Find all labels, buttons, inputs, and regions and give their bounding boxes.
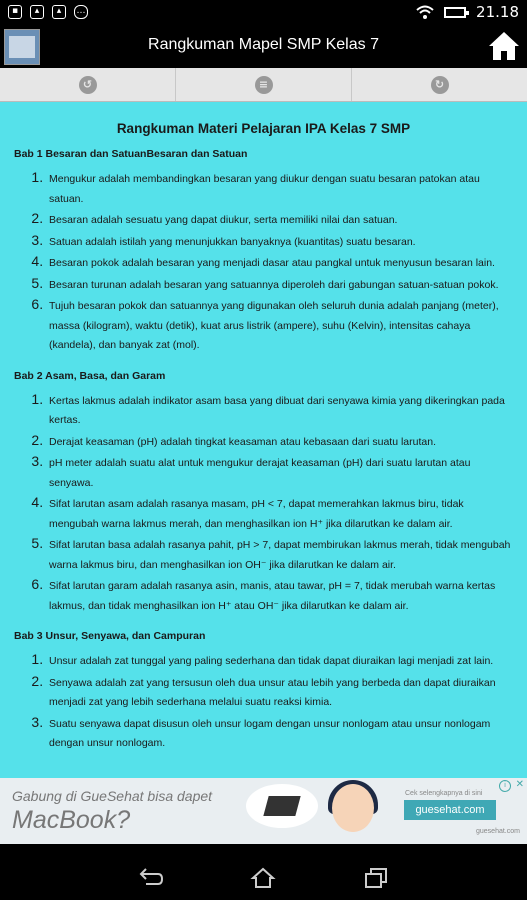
content-area[interactable] xyxy=(0,102,527,778)
section-heading: Bab 3 Unsur, Senyawa, dan Campuran xyxy=(14,630,206,642)
list-item: 1. Unsur adalah zat tunggal yang paling sederhana dan tidak dapat diuraikan lagi menjadi zat lain. xyxy=(47,650,513,672)
toolbar xyxy=(0,68,527,102)
home-nav-icon[interactable] xyxy=(249,866,277,890)
menu-button[interactable] xyxy=(176,68,352,101)
nav-bar xyxy=(0,856,527,900)
image-icon: ▴ xyxy=(30,5,44,19)
list-item: 1. Kertas lakmus adalah indikator asam basa yang dibuat dari senyawa kimia yang dikeringkan pada kertas. xyxy=(47,390,513,431)
back-nav-icon[interactable] xyxy=(136,866,164,890)
list-item: 6. Sifat larutan garam adalah rasanya asin, manis, atau tawar, pH = 7, tidak merubah warna kertas lakmus, dan tidak menghasilkan ion H⁺ atau OH⁻ jika dilarutkan ke dalam air. xyxy=(47,575,513,616)
recents-nav-icon[interactable] xyxy=(362,866,390,890)
list-item: 3. pH meter adalah suatu alat untuk mengukur derajat keasaman (pH) dari suatu larutan atau senyawa. xyxy=(47,452,513,493)
back-button[interactable] xyxy=(0,68,176,101)
ad-cta-button[interactable]: guesehat.com xyxy=(404,800,496,820)
ad-headline: Gabung di GueSehat bisa dapet xyxy=(12,788,213,804)
status-bar xyxy=(0,0,527,26)
ad-info-icon[interactable]: i xyxy=(499,780,511,792)
ad-brand: guesehat.com xyxy=(476,828,520,835)
forward-button[interactable] xyxy=(352,68,527,101)
battery-icon xyxy=(444,7,466,18)
list-item: 5. Besaran turunan adalah besaran yang satuannya diperoleh dari gabungan satuan-satuan pokok. xyxy=(47,274,513,296)
section-heading: Bab 1 Besaran dan SatuanBesaran dan Satuan xyxy=(14,148,248,160)
list-item: 2. Besaran adalah sesuatu yang dapat diukur, serta memiliki nilai dan satuan. xyxy=(47,209,513,231)
list-item: 3. Satuan adalah istilah yang menunjukkan banyaknya (kuantitas) suatu besaran. xyxy=(47,231,513,253)
app-bar xyxy=(0,26,527,68)
page-title: Rangkuman Materi Pelajaran IPA Kelas 7 SMP xyxy=(116,121,411,136)
laptop-icon xyxy=(246,784,318,828)
list-item: 5. Sifat larutan basa adalah rasanya pahit, pH > 7, dapat membirukan lakmus merah, tidak mengubah warna lakmus biru, dan menghasilkan ion OH⁻ jika dilarutkan ke dalam air. xyxy=(47,534,513,575)
section-list xyxy=(0,390,527,617)
ad-product: MacBook? xyxy=(12,806,131,834)
ad-subtext: Cek selengkapnya di sini xyxy=(405,790,483,797)
ad-illustration xyxy=(322,780,384,844)
forward-icon: ↻ xyxy=(431,76,449,94)
list-item: 4. Sifat larutan asam adalah rasanya masam, pH < 7, dapat memerahkan lakmus biru, tidak mengubah warna lakmus merah, dan menghasilkan ion H⁺ jika dilarutkan ke dalam air. xyxy=(47,493,513,534)
sd-card-icon: ▪ xyxy=(8,5,22,19)
clock: 21.18 xyxy=(476,3,519,21)
wifi-icon xyxy=(416,5,434,19)
section-list xyxy=(0,168,527,356)
gallery-icon: ▴ xyxy=(52,5,66,19)
divider xyxy=(0,844,527,856)
list-item: 4. Besaran pokok adalah besaran yang menjadi dasar atau pangkal untuk menyusun besaran lain. xyxy=(47,252,513,274)
list-icon: ≡ xyxy=(255,76,273,94)
back-icon: ↺ xyxy=(79,76,97,94)
list-item: 2. Senyawa adalah zat yang tersusun oleh dua unsur atau lebih yang berbeda dan dapat diuraikan menjadi zat yang lebih sederhana melalui suatu reaksi kimia. xyxy=(47,672,513,713)
list-item: 6. Tujuh besaran pokok dan satuannya yang digunakan oleh seluruh dunia adalah panjang (meter), massa (kilogram), waktu (detik), kuat arus listrik (ampere), suhu (Kelvin), intensitas cahaya (kandela), dan banyak zat (mol). xyxy=(47,295,513,356)
section-list xyxy=(0,650,527,754)
section-heading: Bab 2 Asam, Basa, dan Garam xyxy=(14,369,166,382)
home-icon[interactable] xyxy=(487,30,521,62)
ad-banner[interactable] xyxy=(0,778,527,844)
list-item: 3. Suatu senyawa dapat disusun oleh unsur logam dengan unsur nonlogam atau unsur nonlogam dengan unsur nonlogam. xyxy=(47,713,513,754)
list-item: 1. Mengukur adalah membandingkan besaran yang diukur dengan suatu besaran patokan atau satuan. xyxy=(47,168,513,209)
app-title: Rangkuman Mapel SMP Kelas 7 xyxy=(148,36,379,53)
ad-close-icon[interactable]: ✕ xyxy=(515,779,524,790)
chat-icon: … xyxy=(74,5,88,19)
list-item: 2. Derajat keasaman (pH) adalah tingkat keasaman atau kebasaan dari suatu larutan. xyxy=(47,431,513,453)
